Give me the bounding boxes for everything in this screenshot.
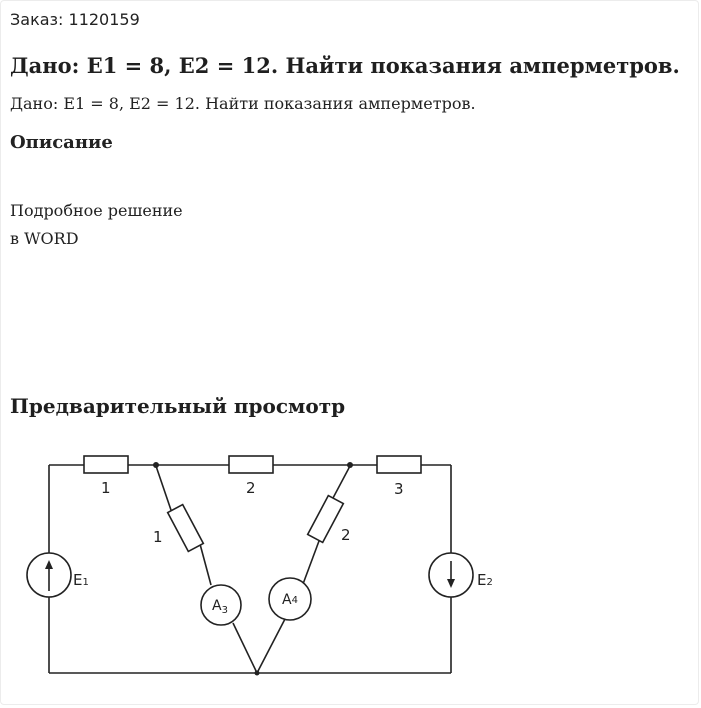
- label-r-diag-2: 2: [341, 526, 351, 544]
- resistor-diag-1: [168, 505, 204, 552]
- order-number: Заказ: 1120159: [10, 10, 140, 29]
- label-r-top-3: 3: [394, 480, 404, 498]
- node-dot: [347, 462, 353, 468]
- label-source-e1: E1: [73, 571, 89, 589]
- description-heading: Описание: [10, 132, 113, 153]
- label-source-e2: E2: [477, 571, 493, 589]
- resistor-diag-2: [308, 496, 344, 543]
- page-title: Дано: E1 = 8, E2 = 12. Найти показания амперметров.: [10, 53, 680, 78]
- label-ammeter-a4: A4: [282, 592, 298, 608]
- node-dot: [255, 671, 260, 676]
- label-r-diag-1: 1: [153, 528, 163, 546]
- label-ammeter-a3: $A_3$: [212, 598, 228, 616]
- node-dot: [153, 462, 159, 468]
- resistor-top-1: [84, 456, 128, 473]
- label-r-top-1: 1: [101, 479, 111, 497]
- label-r-top-2: 2: [246, 479, 256, 497]
- preview-heading: Предварительный просмотр: [10, 394, 346, 418]
- circuit-diagram: [1, 441, 701, 708]
- description-line: Подробное решение: [10, 201, 183, 220]
- resistor-top-3: [377, 456, 421, 473]
- resistor-top-2: [229, 456, 273, 473]
- description-text: [10, 197, 183, 253]
- problem-statement: Дано: E1 = 8, E2 = 12. Найти показания амперметров.: [10, 94, 476, 113]
- description-line: в WORD: [10, 229, 79, 248]
